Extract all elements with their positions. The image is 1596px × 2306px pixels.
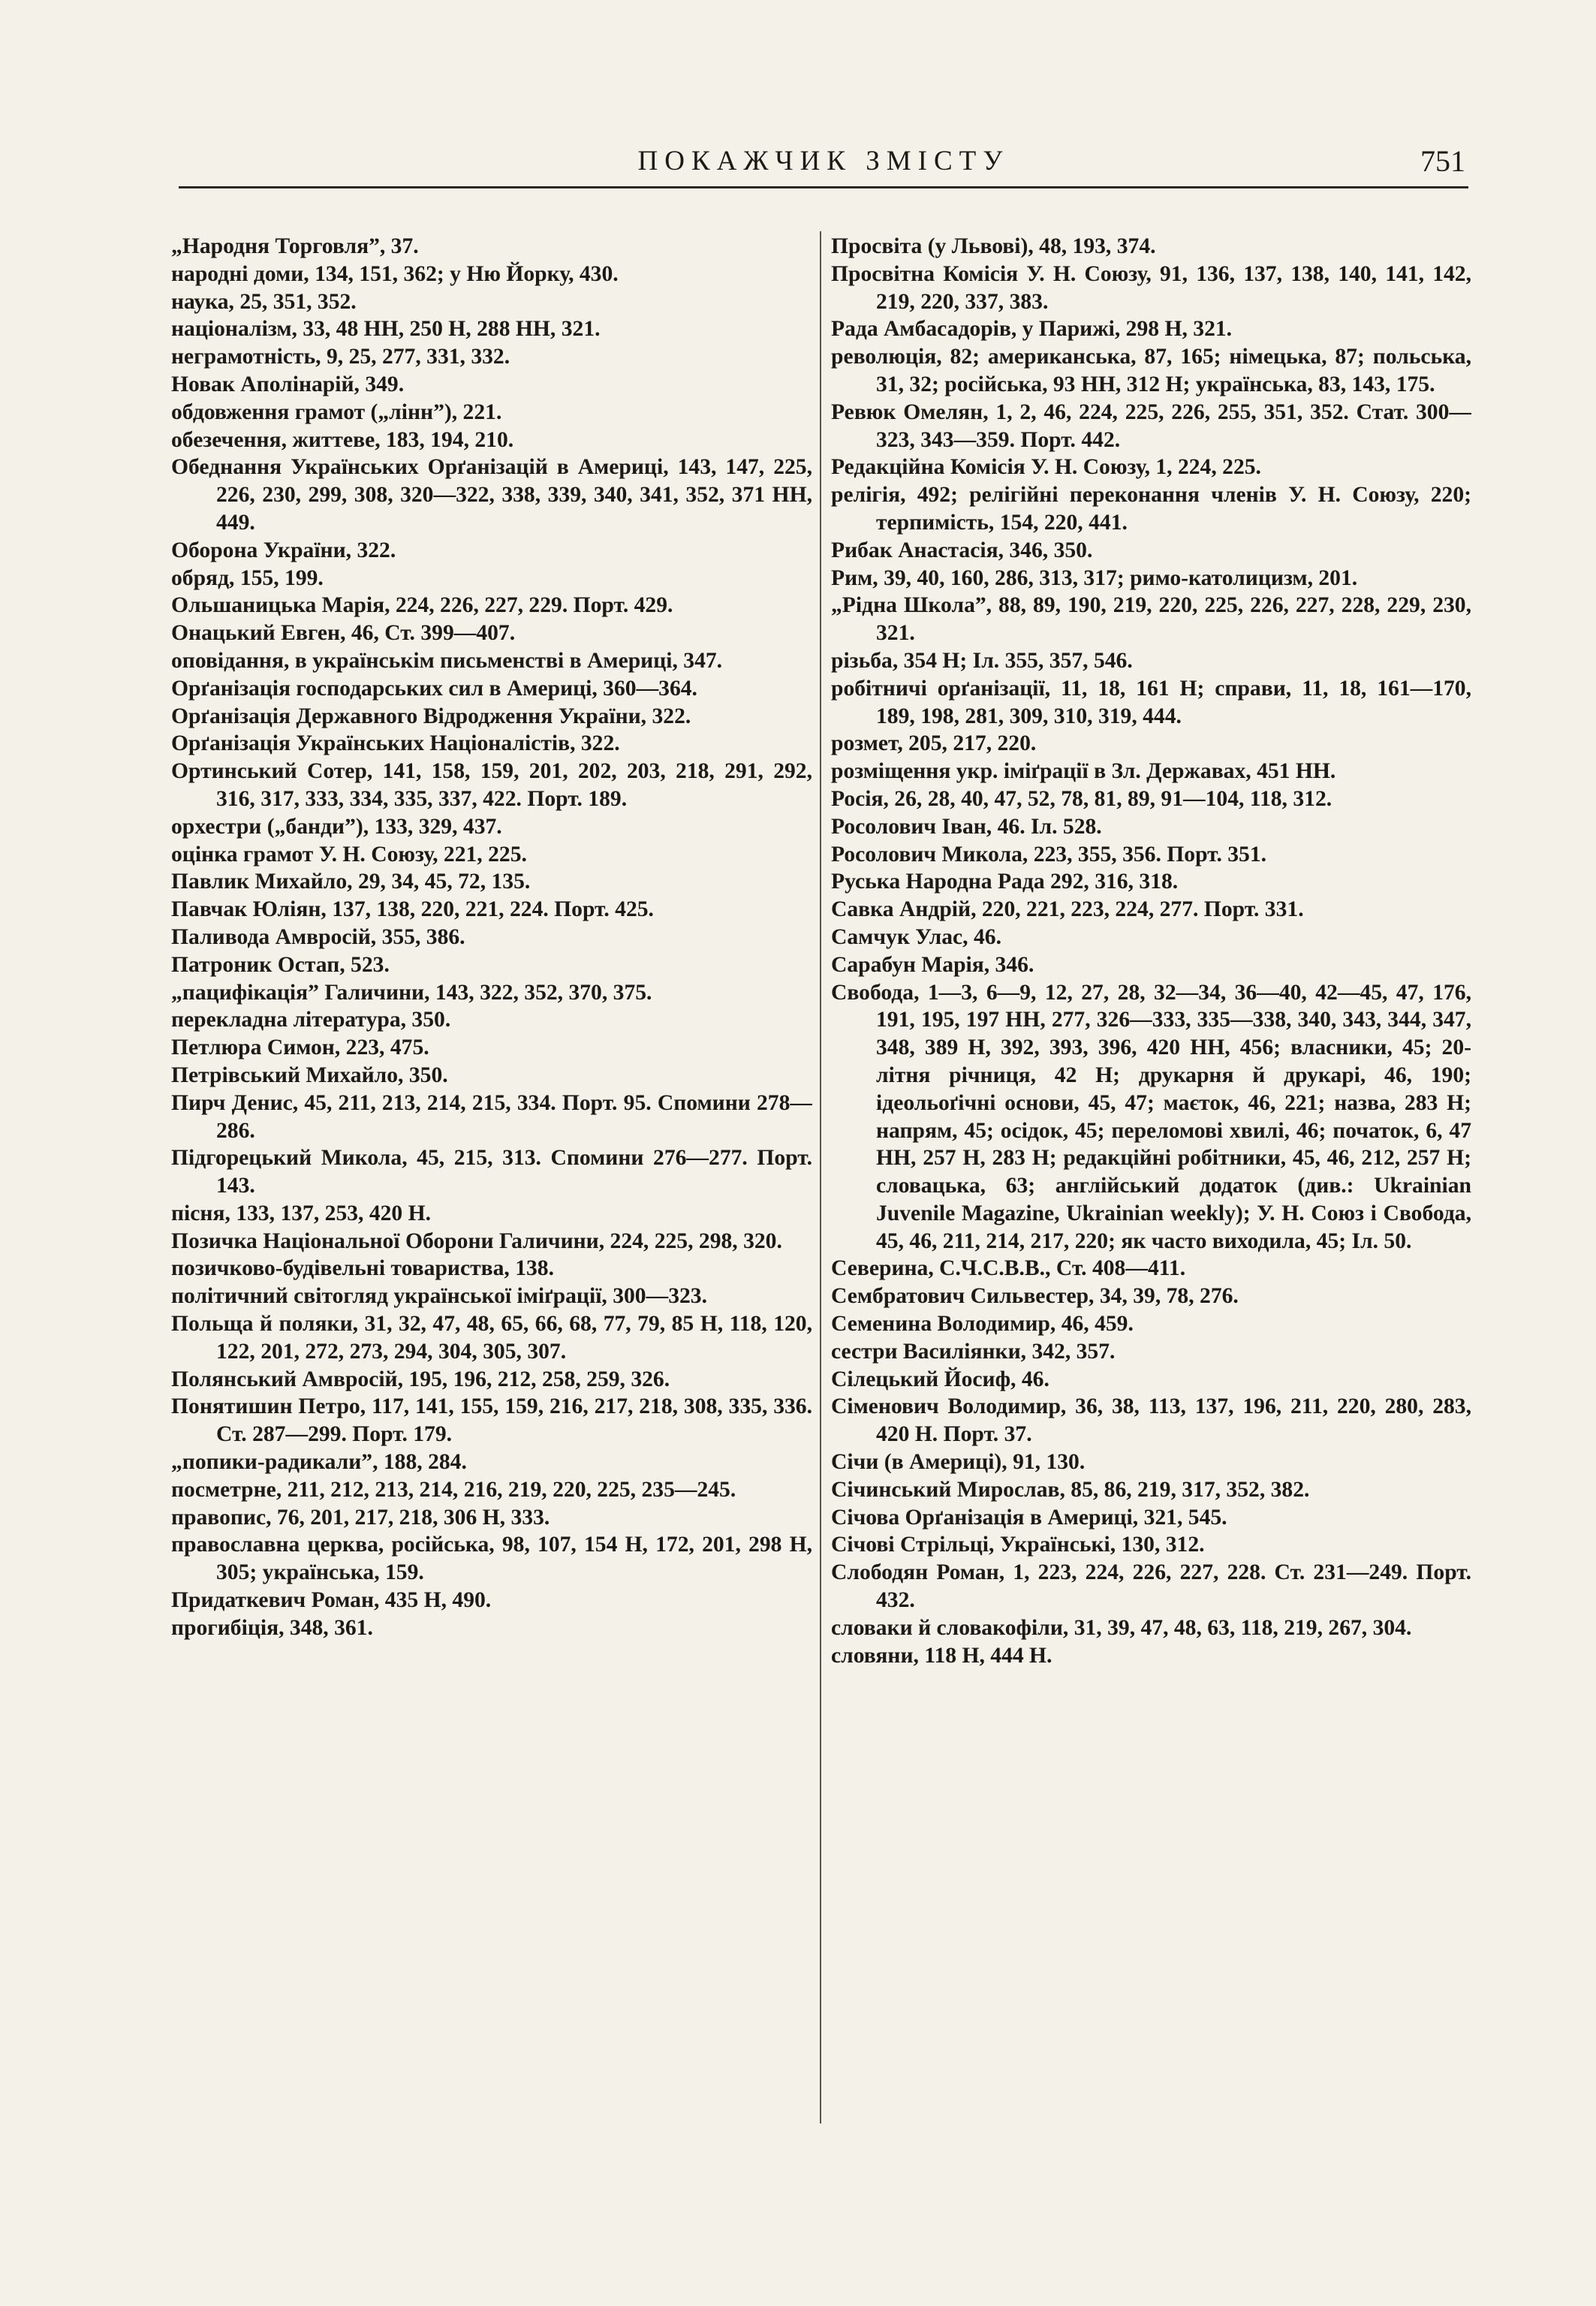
index-entry: православна церква, російська, 98, 107, 154 Н, 172, 201, 298 Н, 305; українська, 159.	[171, 1533, 812, 1585]
index-entry: Просвіта (у Львові), 48, 193, 374.	[831, 234, 1156, 258]
index-entry: словяни, 118 Н, 444 Н.	[831, 1643, 1052, 1668]
index-entry: розмет, 205, 217, 220.	[831, 731, 1037, 756]
index-entry: Слободян Роман, 1, 223, 224, 226, 227, 228. Ст. 231—249. Порт. 432.	[831, 1560, 1471, 1613]
index-entry: прогибіція, 348, 361.	[171, 1615, 373, 1640]
index-entry: Павчак Юліян, 137, 138, 220, 221, 224. Порт. 425.	[171, 897, 654, 922]
index-entry: Росія, 26, 28, 40, 47, 52, 78, 81, 89, 91—104, 118, 312.	[831, 786, 1333, 811]
index-entry: Обеднання Українських Орґанізацій в Америці, 143, 147, 225, 226, 230, 299, 308, 320—322, 338, 339, 340, 341, 352, 371 НН, 449.	[171, 455, 812, 535]
index-entry: Петлюра Симон, 223, 475.	[171, 1035, 429, 1060]
index-entry: „пацифікація” Галичини, 143, 322, 352, 370, 375.	[171, 980, 652, 1005]
index-entry: Просвітна Комісія У. Н. Союзу, 91, 136, 137, 138, 140, 141, 142, 219, 220, 337, 383.	[831, 261, 1471, 314]
index-entry: Січова Орґанізація в Америці, 321, 545.	[831, 1505, 1227, 1530]
index-entry: обряд, 155, 199.	[171, 565, 324, 590]
index-entry: Орґанізація Українських Націоналістів, 322.	[171, 731, 620, 756]
index-entry: Ольшаницька Марія, 224, 226, 227, 229. Порт. 429.	[171, 593, 673, 618]
index-entry: Пирч Денис, 45, 211, 213, 214, 215, 334. Порт. 95. Спомини 278—286.	[171, 1090, 812, 1143]
index-entry: неграмотність, 9, 25, 277, 331, 332.	[171, 345, 510, 369]
page-number: 751	[1420, 144, 1465, 178]
index-entry: оцінка грамот У. Н. Союзу, 221, 225.	[171, 842, 527, 867]
index-entry: Орґанізація Державного Відродження України, 322.	[171, 704, 691, 728]
index-entry: Польща й поляки, 31, 32, 47, 48, 65, 66, 68, 77, 79, 85 Н, 118, 120, 122, 201, 272, 273, 294, 304, 305, 307.	[171, 1312, 812, 1364]
index-entry: словаки й словакофіли, 31, 39, 47, 48, 63, 118, 219, 267, 304.	[831, 1615, 1412, 1640]
index-entry: Ревюк Омелян, 1, 2, 46, 224, 225, 226, 255, 351, 352. Стат. 300—323, 343—359. Порт. 442.	[831, 399, 1471, 452]
index-entry: орхестри („банди”), 133, 329, 437.	[171, 814, 502, 839]
index-entry: Редакційна Комісія У. Н. Союзу, 1, 224, 225.	[831, 455, 1261, 480]
index-entry: народні доми, 134, 151, 362; у Ню Йорку, 430.	[171, 261, 619, 286]
index-entry: Понятишин Петро, 117, 141, 155, 159, 216, 217, 218, 308, 335, 336. Ст. 287—299. Порт. 179.	[171, 1394, 812, 1447]
index-entry: революція, 82; американська, 87, 165; німецька, 87; польська, 31, 32; російська, 93 НН, 312 Н; українська, 83, 143, 175.	[831, 345, 1471, 396]
index-entry: „Народня Торговля”, 37.	[171, 234, 419, 258]
index-entry: Підгорецький Микола, 45, 215, 313. Спомини 276—277. Порт. 143.	[171, 1146, 812, 1198]
index-entry: розміщення укр. іміґрації в Зл. Державах, 451 НН.	[831, 759, 1336, 784]
index-entry: Савка Андрій, 220, 221, 223, 224, 277. Порт. 331.	[831, 897, 1304, 922]
index-entry: Сарабун Марія, 346.	[831, 952, 1034, 977]
index-entry: Січові Стрільці, Українські, 130, 312.	[831, 1533, 1205, 1557]
index-entry: обезечення, життеве, 183, 194, 210.	[171, 427, 514, 452]
index-entry: Придаткевич Роман, 435 Н, 490.	[171, 1588, 492, 1613]
index-entry: Северина, С.Ч.С.В.В., Ст. 408—411.	[831, 1256, 1186, 1281]
index-entry: націоналізм, 33, 48 НН, 250 Н, 288 НН, 321.	[171, 317, 601, 342]
index-entry: Сіменович Володимир, 36, 38, 113, 137, 196, 211, 220, 280, 283, 420 Н. Порт. 37.	[831, 1394, 1471, 1447]
header-title: ПОКАЖЧИК ЗМІСТУ	[637, 146, 1010, 176]
index-entry: Січинський Мирослав, 85, 86, 219, 317, 352, 382.	[831, 1477, 1310, 1502]
index-entry: правопис, 76, 201, 217, 218, 306 Н, 333.	[171, 1505, 550, 1530]
column-divider	[820, 231, 821, 2124]
index-entry: перекладна література, 350.	[171, 1008, 451, 1032]
index-entry: Полянський Амвросій, 195, 196, 212, 258, 259, 326.	[171, 1367, 670, 1391]
index-entry: Павлик Михайло, 29, 34, 45, 72, 135.	[171, 870, 531, 894]
index-entry: сестри Василіянки, 342, 357.	[831, 1339, 1116, 1364]
index-column-right	[831, 233, 1471, 2290]
index-entry: позичково-будівельні товариства, 138.	[171, 1256, 554, 1281]
index-entry: Оборона України, 322.	[171, 538, 396, 562]
index-column-left	[171, 233, 812, 2290]
index-entry: Новак Аполінарій, 349.	[171, 372, 405, 396]
index-entry: Рада Амбасадорів, у Парижі, 298 Н, 321.	[831, 317, 1233, 342]
running-header	[179, 143, 1468, 188]
index-entry: Петрівський Михайло, 350.	[171, 1063, 448, 1087]
index-entry: Семенина Володимир, 46, 459.	[831, 1312, 1134, 1337]
index-entry: Паливода Амвросій, 355, 386.	[171, 924, 465, 949]
index-entry: Рибак Анастасія, 346, 350.	[831, 538, 1093, 562]
index-entry: Сембратович Сильвестер, 34, 39, 78, 276.	[831, 1284, 1239, 1309]
index-entry: Патроник Остап, 523.	[171, 952, 390, 977]
index-entry: Самчук Улас, 46.	[831, 924, 1001, 949]
index-entry: Орґанізація господарських сил в Америці, 360—364.	[171, 676, 697, 701]
index-entry: політичний світогляд української іміґрації, 300—323.	[171, 1284, 707, 1309]
index-entry: оповідання, в українськім письменстві в Америці, 347.	[171, 648, 723, 673]
index-entry: Позичка Національної Оборони Галичини, 224, 225, 298, 320.	[171, 1228, 782, 1253]
index-entry: пісня, 133, 137, 253, 420 Н.	[171, 1201, 432, 1225]
index-entry: Рим, 39, 40, 160, 286, 313, 317; римо-католицизм, 201.	[831, 565, 1358, 590]
index-entry: Руська Народна Рада 292, 316, 318.	[831, 870, 1179, 894]
index-entry: Січи (в Америці), 91, 130.	[831, 1450, 1086, 1475]
index-entry: Росолович Микола, 223, 355, 356. Порт. 351.	[831, 842, 1267, 867]
index-entry: Свобода, 1—3, 6—9, 12, 27, 28, 32—34, 36—40, 42—45, 47, 176, 191, 195, 197 НН, 277, 326—333, 335—338, 340, 343, 344, 347, 348, 389 Н, 392, 393, 396, 420 НН, 456; власники, 45; 20-літня річниця, 42 Н; друкарня й друкарі, 46, 190; ідеольоґічні основи, 45, 47; маєток, 46, 221; назва, 283 Н; напрям, 45; осідок, 45; переломові хвилі, 46; початок, 6, 47 НН, 257 Н, 283 Н; редакційні робітники, 45, 46, 212, 257 Н; словацька, 63; англійський додаток (див.: Ukrainian Juvenile Magazine, Ukrainian weekly); У. Н. Союз і Свобода, 45, 46, 211, 214, 217, 220; як часто виходила, 45; Іл. 50.	[831, 980, 1471, 1253]
index-entry: різьба, 354 Н; Іл. 355, 357, 546.	[831, 648, 1133, 673]
index-entry: посметрне, 211, 212, 213, 214, 216, 219, 220, 225, 235—245.	[171, 1477, 736, 1502]
index-entry: Ортинський Сотер, 141, 158, 159, 201, 202, 203, 218, 291, 292, 316, 317, 333, 334, 335, 337, 422. Порт. 189.	[171, 759, 812, 811]
index-entry: Росолович Іван, 46. Іл. 528.	[831, 814, 1102, 839]
index-entry: робітничі орґанізації, 11, 18, 161 Н; справи, 11, 18, 161—170, 189, 198, 281, 309, 310, 319, 444.	[831, 676, 1471, 728]
index-entry: „попики-радикали”, 188, 284.	[171, 1450, 467, 1475]
index-entry: Сілецький Йосиф, 46.	[831, 1367, 1049, 1391]
index-entry: Онацький Евген, 46, Ст. 399—407.	[171, 621, 516, 646]
index-entry: релігія, 492; релігійні переконання членів У. Н. Союзу, 220; терпимість, 154, 220, 441.	[831, 483, 1471, 535]
index-entry: наука, 25, 351, 352.	[171, 289, 357, 314]
index-entry: „Рідна Школа”, 88, 89, 190, 219, 220, 225, 226, 227, 228, 229, 230, 321.	[831, 593, 1471, 646]
index-entry: обдовження грамот („лінн”), 221.	[171, 399, 502, 424]
